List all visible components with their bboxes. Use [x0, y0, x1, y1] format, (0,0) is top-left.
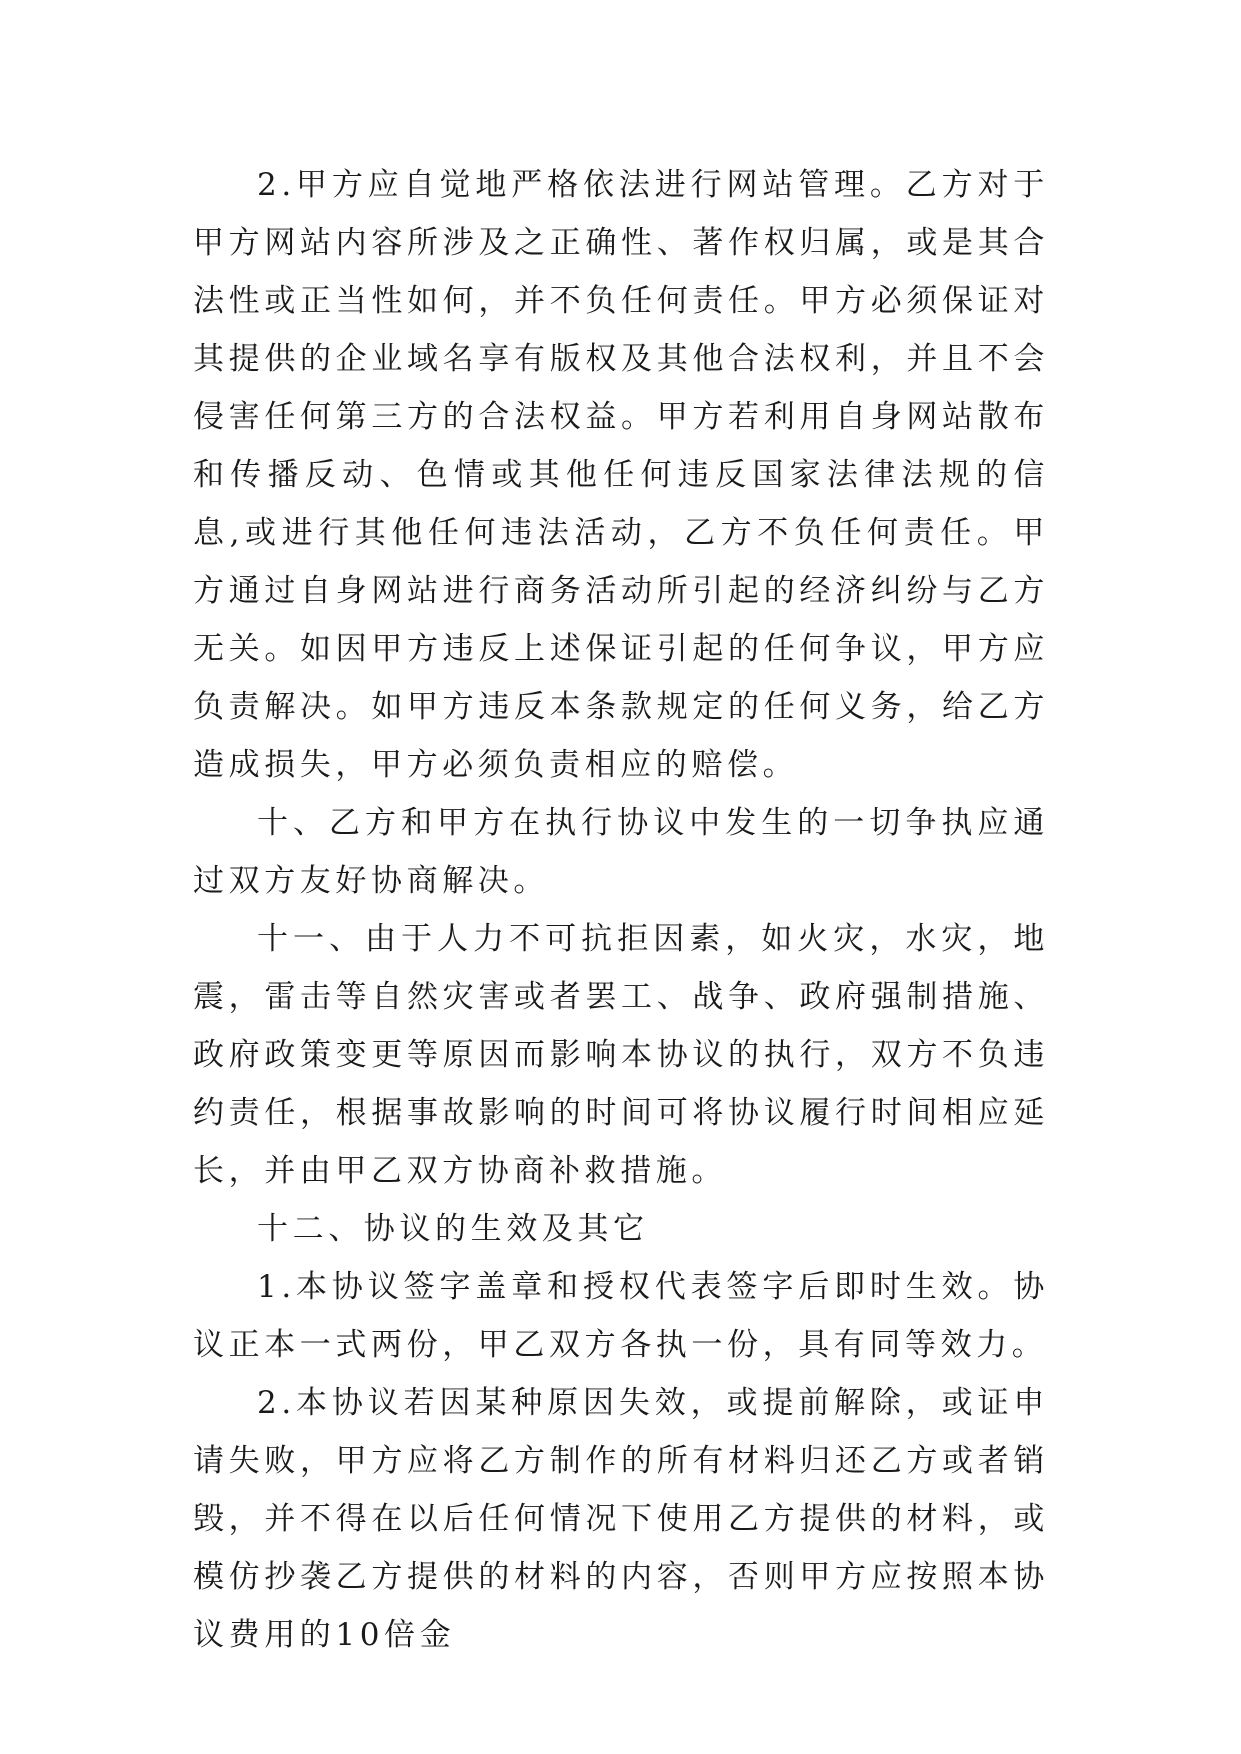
paragraph-clause-10: 十、乙方和甲方在执行协议中发生的一切争执应通过双方友好协商解决。	[193, 805, 1049, 899]
paragraph-clause-11: 十一、由于人力不可抗拒因素，如火灾，水灾，地震，雷击等自然灾害或者罢工、战争、政府强制措施、政府政策变更等原因而影响本协议的执行，双方不负违约责任，根据事故影响的时间可将协议履行时间相应延长，并由甲乙双方协商补救措施。	[193, 921, 1049, 1189]
document-body	[193, 156, 1049, 1664]
paragraph-clause-12-item-1: 1.本协议签字盖章和授权代表签字后即时生效。协议正本一式两份，甲乙双方各执一份，具有同等效力。	[193, 1269, 1049, 1363]
paragraph-clause-12-item-2: 2.本协议若因某种原因失效，或提前解除，或证申请失败，甲方应将乙方制作的所有材料归还乙方或者销毁，并不得在以后任何情况下使用乙方提供的材料，或模仿抄袭乙方提供的材料的内容，否则甲方应按照本协议费用的10倍金	[193, 1385, 1049, 1653]
paragraph-clause-12-heading: 十二、协议的生效及其它	[257, 1211, 649, 1247]
paragraph-website-management: 2.甲方应自觉地严格依法进行网站管理。乙方对于甲方网站内容所涉及之正确性、著作权归属，或是其合法性或正当性如何，并不负任何责任。甲方必须保证对其提供的企业域名享有版权及其他合法权利，并且不会侵害任何第三方的合法权益。甲方若利用自身网站散布和传播反动、色情或其他任何违反国家法律法规的信息,或进行其他任何违法活动，乙方不负任何责任。甲方通过自身网站进行商务活动所引起的经济纠纷与乙方无关。如因甲方违反上述保证引起的任何争议，甲方应负责解决。如甲方违反本条款规定的任何义务，给乙方造成损失，甲方必须负责相应的赔偿。	[193, 167, 1049, 783]
